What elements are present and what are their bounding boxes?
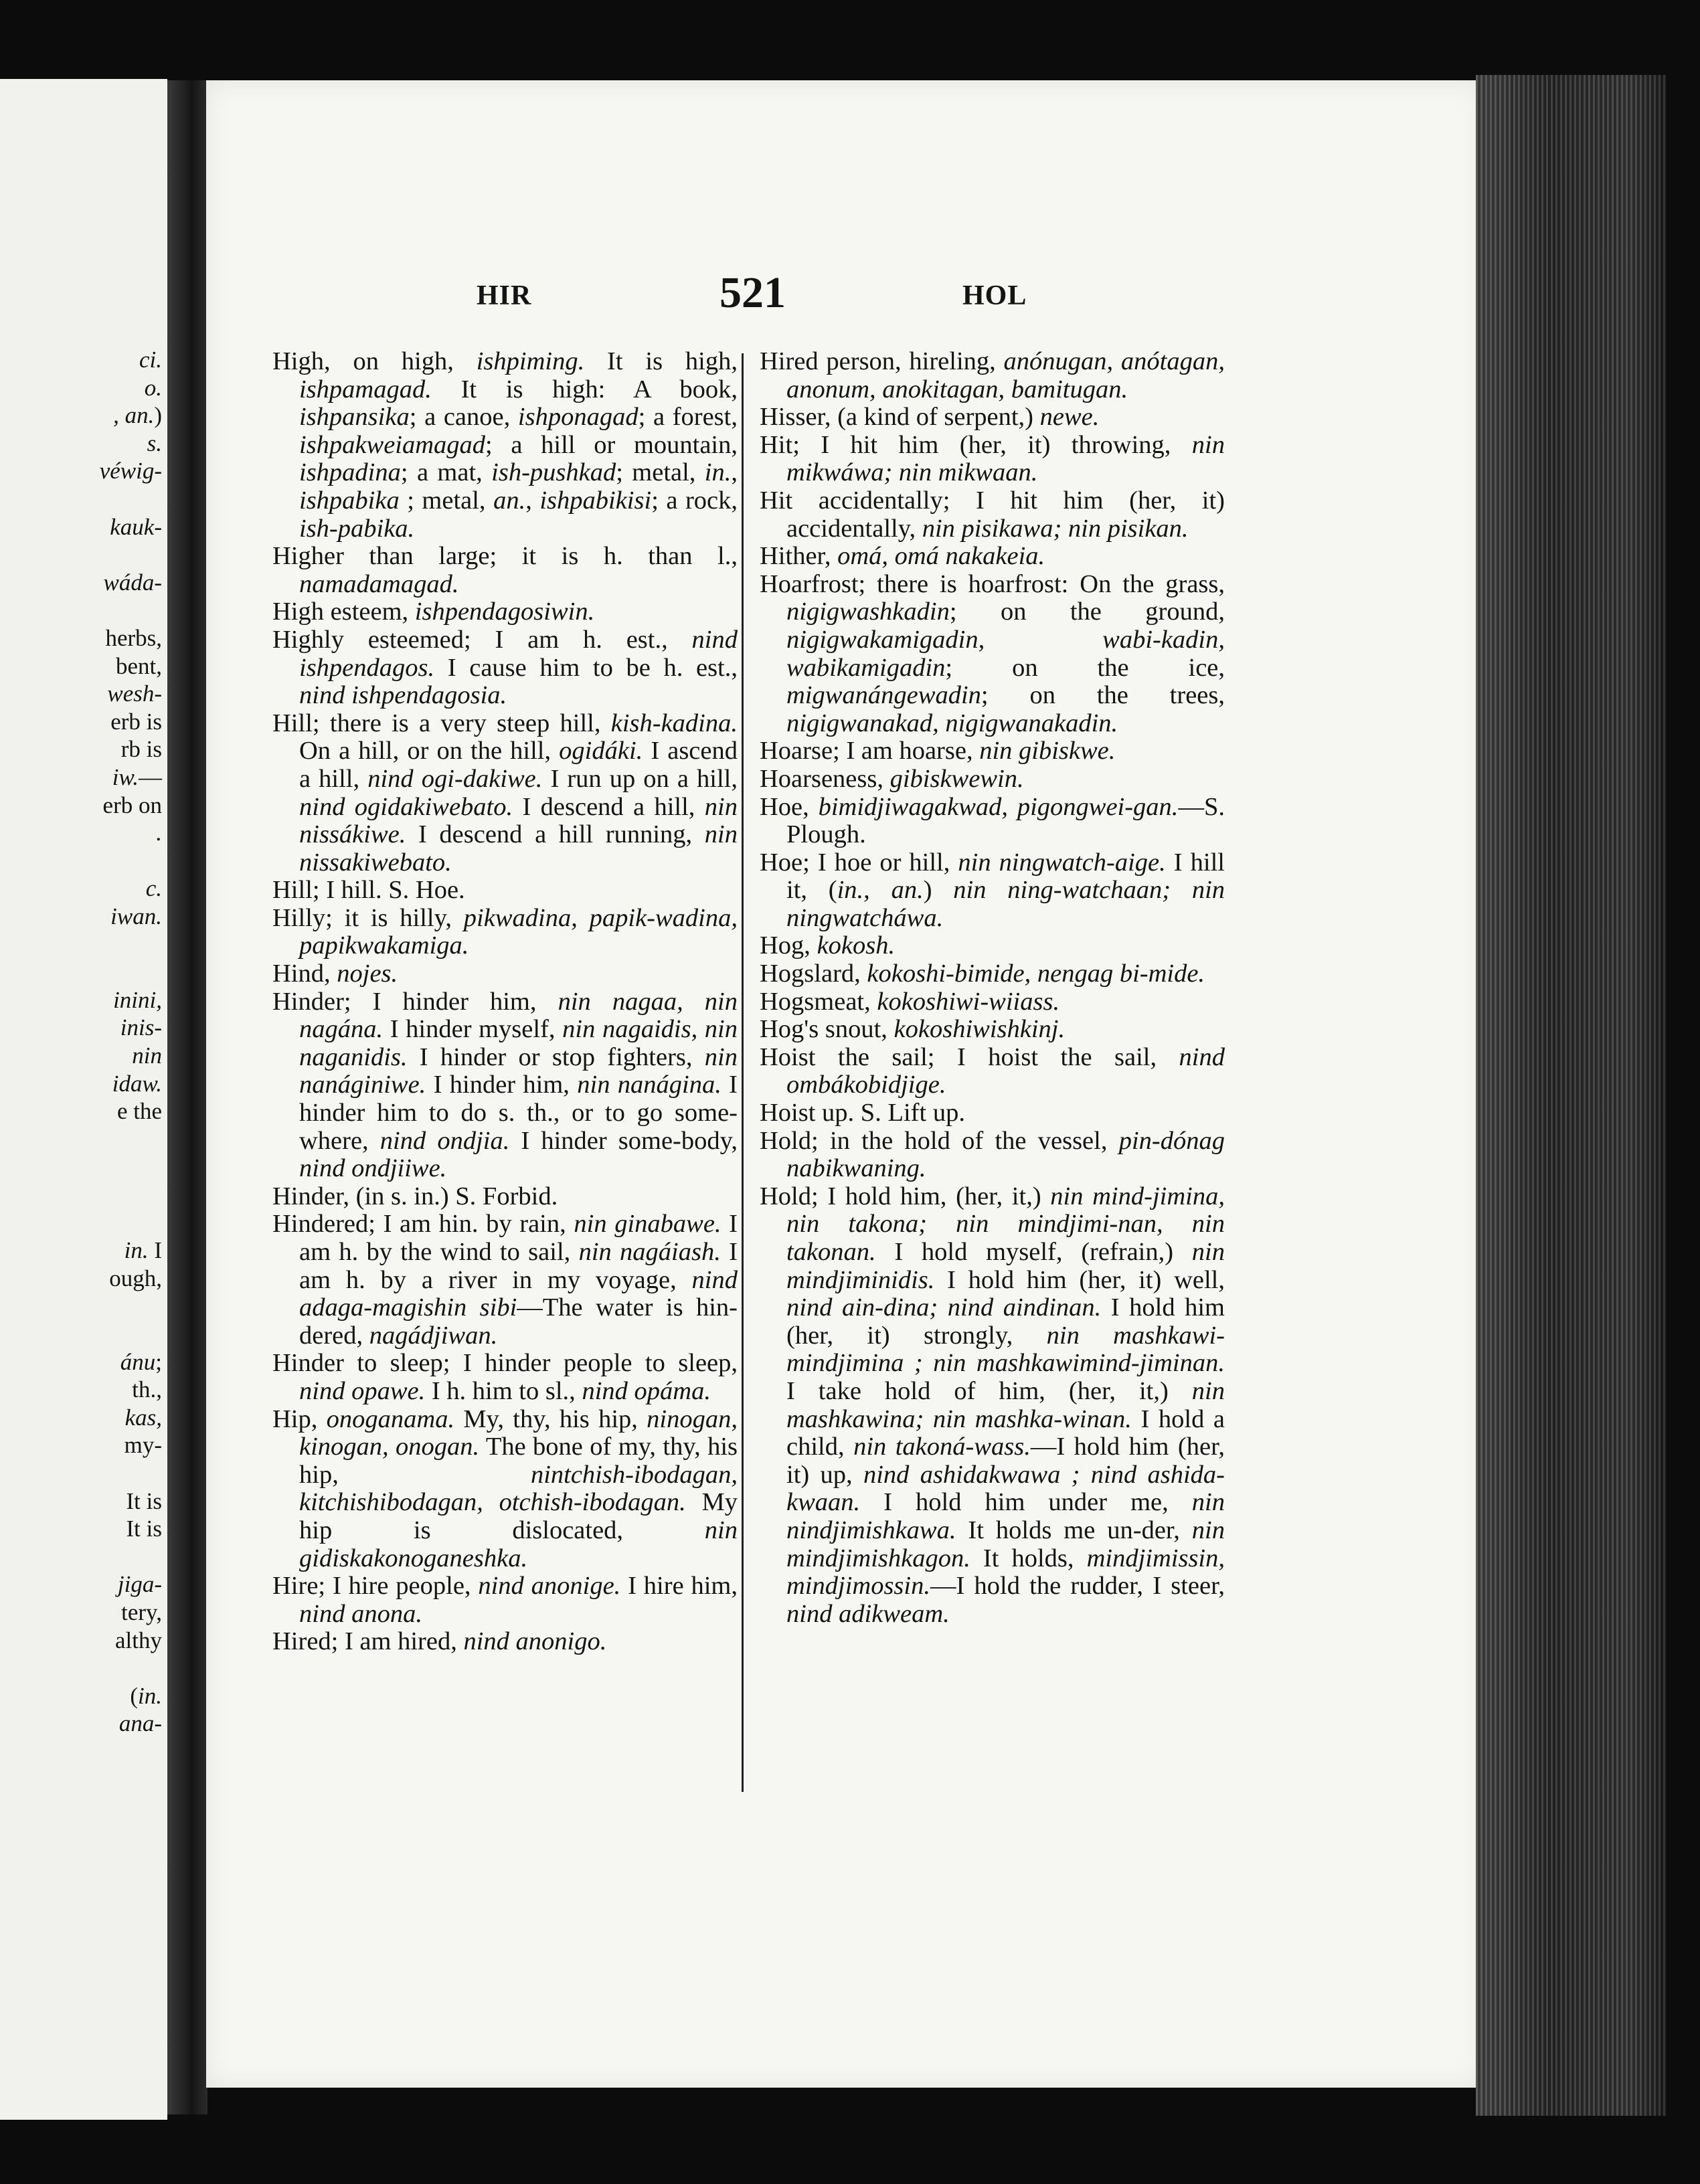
previous-page-text: wesh-	[107, 680, 162, 707]
previous-page-text: .	[156, 820, 162, 846]
dictionary-entry: High, on high, ishpiming. It is high, ishpamagad. It is high: A book, ishpansika; a canoe, ishponagad; a forest, ishpakweiamagad; a hill or mountain, ishpadina; a mat, ish-pushkad; metal, in., ishpabika ; metal, an., ishpabikisi; a rock, ish-pabika.	[272, 347, 738, 543]
dictionary-entry: Hither, omá, omá nakakeia.	[760, 542, 1045, 571]
dictionary-entry: Hoarseness, gibiskwewin.	[760, 764, 1024, 793]
previous-page-text: in. I	[124, 1237, 162, 1264]
previous-page-edge	[0, 79, 167, 2120]
dictionary-entry: Hoe, bimidjiwagakwad, pigongwei-gan.—S. Plough.	[760, 792, 1225, 849]
previous-page-text: It is	[126, 1516, 162, 1542]
left-guide-word: HIR	[477, 280, 532, 311]
previous-page-text: bent,	[115, 652, 162, 679]
previous-page-text: kas,	[124, 1404, 162, 1431]
previous-page-text: It is	[126, 1487, 162, 1514]
left-column	[272, 348, 738, 1656]
dictionary-entry: Hoist up. S. Lift up.	[760, 1099, 965, 1127]
previous-page-text: c.	[145, 875, 162, 902]
dictionary-entry: Hog's snout, kokoshiwishkinj.	[760, 1015, 1066, 1044]
previous-page-text: jiga-	[117, 1571, 162, 1598]
previous-page-text: iwan.	[110, 903, 162, 929]
previous-page-text: s.	[147, 430, 162, 456]
previous-page-text: erb is	[110, 708, 162, 735]
right-guide-word: HOL	[962, 280, 1027, 311]
dictionary-entry: Hoist the sail; I hoist the sail, nind ombákobidjige.	[760, 1042, 1225, 1099]
dictionary-entry: Hold; I hold him, (her, it,) nin mind-jimina, nin takona; nin mindjimi-nan, nin takonan. I hold myself, (refrain,) nin mindjiminidis. I hold him (her, it) well, nind ain-dina; nind aindinan. I hold him (her, it) strongly, nin mashkawi-mindjimina ; nin mashkawimind-jiminan. I take hold of him, (her, it,) nin mashkawina; nin mashka-winan. I hold a child, nin takoná-wass.—I hold him (her, it) up, nind ashidakwawa ; nind ashida-kwaan. I hold him under me, nin nindjimishkawa. It holds me un-der, nin mindjimishkagon. It holds, mindjimissin, mindjimossin.—I hold the rudder, I steer, nind adikweam.	[760, 1182, 1225, 1628]
dictionary-entry: Hinder to sleep; I hinder people to sleep, nind opawe. I h. him to sl., nind opáma.	[272, 1349, 738, 1405]
dictionary-entry: Hit accidentally; I hit him (her, it) accidentally, nin pisikawa; nin pisikan.	[760, 486, 1225, 543]
previous-page-text: kauk-	[110, 513, 162, 540]
previous-page-text: althy	[115, 1627, 162, 1653]
previous-page-text: th.,	[132, 1376, 162, 1403]
dictionary-entry: Hire; I hire people, nind anonige. I hire him, nind anona.	[272, 1572, 738, 1628]
dictionary-entry: Hind, nojes.	[272, 960, 398, 988]
right-column	[760, 348, 1225, 1628]
previous-page-text: rb is	[120, 736, 162, 763]
previous-page-text: inis-	[120, 1014, 162, 1041]
previous-page-text: o.	[144, 374, 162, 401]
dictionary-entry: Higher than large; it is h. than l., namadamagad.	[272, 542, 738, 598]
dictionary-entry: Hisser, (a kind of serpent,) newe.	[760, 403, 1100, 432]
dictionary-entry: Hired person, hireling, anónugan, anótagan, anonum, anokitagan, bamitugan.	[760, 347, 1225, 403]
dictionary-entry: Hogsmeat, kokoshiwi-wiiass.	[760, 987, 1060, 1016]
previous-page-text: my-	[124, 1432, 162, 1459]
page-fore-edge	[1476, 75, 1667, 2116]
previous-page-text: tery,	[121, 1599, 162, 1625]
page-number: 521	[719, 268, 786, 317]
dictionary-entry: Hinder, (in s. in.) S. Forbid.	[272, 1182, 558, 1210]
column-divider	[742, 353, 744, 1792]
previous-page-text: herbs,	[105, 625, 162, 651]
dictionary-entry: Hill; there is a very steep hill, kish-kadina. On a hill, or on the hill, ogidáki. I ascend a hill, nind ogi-dakiwe. I run up on a hill, nind ogidakiwebato. I descend a hill, nin nissákiwe. I descend a hill running, nin nissakiwebato.	[272, 709, 738, 877]
previous-page-text: ci.	[139, 347, 162, 373]
dictionary-entry: Hit; I hit him (her, it) throwing, nin mikwáwa; nin mikwaan.	[760, 430, 1225, 487]
previous-page-text: ánu;	[120, 1348, 162, 1375]
previous-page-text: e the	[116, 1098, 162, 1125]
previous-page-text: , an.)	[113, 402, 162, 429]
dictionary-entry: Hip, onoganama. My, thy, his hip, ninogan, kinogan, onogan. The bone of my, thy, his hip, nintchish-ibodagan, kitchishibodagan, otchish-ibodagan. My hip is dislocated, nin gidiskakonoganeshka.	[272, 1404, 738, 1572]
dictionary-entry: Hog, kokosh.	[760, 931, 896, 960]
previous-page-text: iw.—	[112, 764, 162, 790]
dictionary-entry: Hilly; it is hilly, pikwadina, papik-wadina, papikwakamiga.	[272, 903, 738, 960]
previous-page-text: véwig-	[99, 458, 162, 484]
previous-page-text: ough,	[109, 1265, 162, 1291]
dictionary-entry: Highly esteemed; I am h. est., nind ishpendagos. I cause him to be h. est., nind ishpendagosia.	[272, 625, 738, 710]
dictionary-entry: Hill; I hill. S. Hoe.	[272, 876, 465, 905]
dictionary-entry: Hoarfrost; there is hoarfrost: On the grass, nigigwashkadin; on the ground, nigigwakamigadin, wabi-kadin, wabikamigadin; on the ice, migwanángewadin; on the trees, nigigwanakad, nigigwanakadin.	[760, 569, 1225, 737]
dictionary-entry: Hogslard, kokoshi-bimide, nengag bi-mide.	[760, 960, 1205, 988]
dictionary-entry: Hold; in the hold of the vessel, pin-dónag nabikwaning.	[760, 1126, 1225, 1183]
previous-page-text: ana-	[118, 1710, 162, 1737]
previous-page-text: erb on	[102, 792, 162, 818]
dictionary-entry: Hindered; I am hin. by rain, nin ginabawe. I am h. by the wind to sail, nin nagáiash. I am h. by a river in my voyage, nind adaga-magishin sibi—The water is hin-dered, nagádjiwan.	[272, 1210, 738, 1350]
previous-page-text: (in.	[130, 1682, 162, 1709]
dictionary-entry: Hoarse; I am hoarse, nin gibiskwe.	[760, 737, 1116, 765]
dictionary-entry: High esteem, ishpendagosiwin.	[272, 598, 595, 626]
previous-page-text: nin	[132, 1042, 162, 1069]
dictionary-entry: Hired; I am hired, nind anonigo.	[272, 1627, 607, 1656]
book-gutter	[167, 80, 207, 2114]
previous-page-text: idaw.	[112, 1070, 162, 1097]
previous-page-text: wáda-	[103, 569, 162, 596]
dictionary-entry: Hoe; I hoe or hill, nin ningwatch-aige. I hill it, (in., an.) nin ning-watchaan; nin ningwatcháwa.	[760, 848, 1225, 932]
previous-page-text: inini,	[113, 986, 162, 1013]
dictionary-entry: Hinder; I hinder him, nin nagaa, nin nagána. I hinder myself, nin nagaidis, nin naganidis. I hinder or stop fighters, nin nanáginiwe. I hinder him, nin nanágina. I hinder him to do s. th., or to go some-where, nind ondjia. I hinder some-body, nind ondjiiwe.	[272, 987, 738, 1183]
